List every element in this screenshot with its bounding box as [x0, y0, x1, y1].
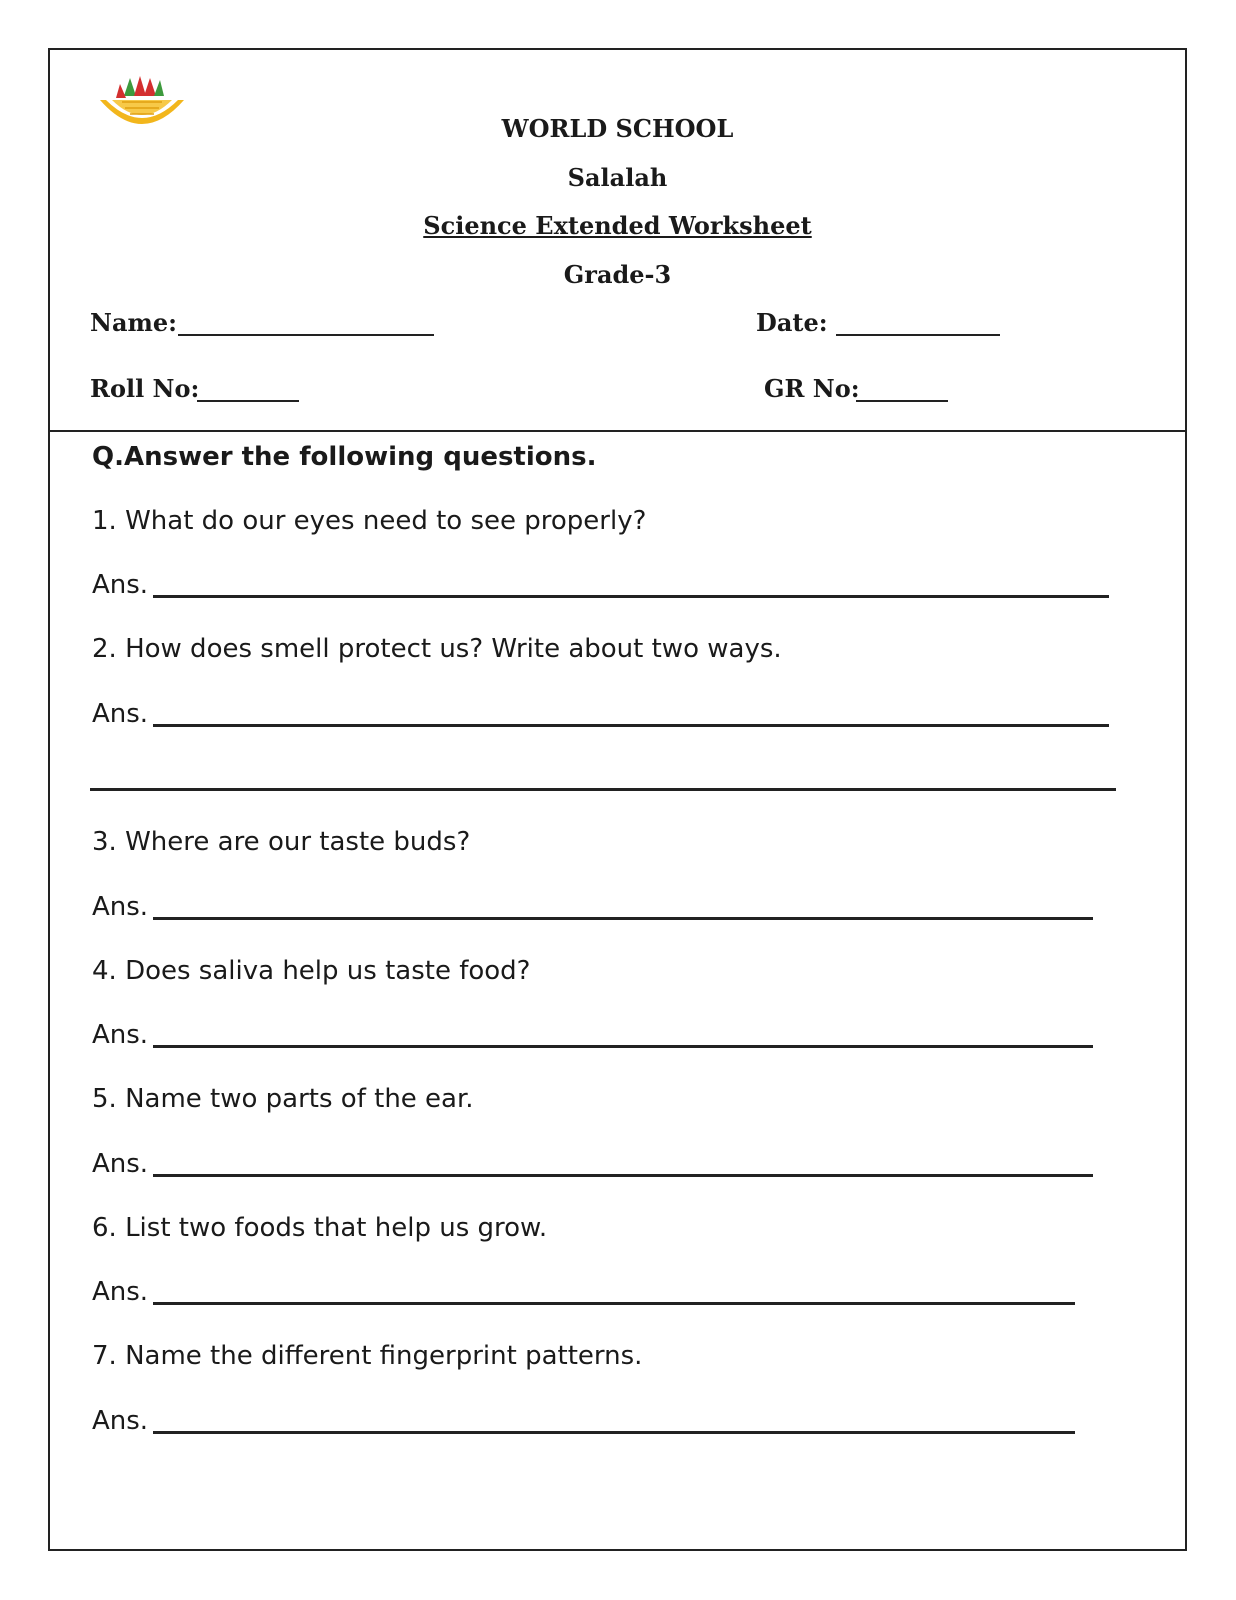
- name-blank[interactable]: [178, 334, 434, 336]
- question-4: 4. Does saliva help us taste food?: [92, 956, 531, 986]
- roll-no-blank[interactable]: [197, 400, 299, 402]
- name-label: Name:: [90, 308, 178, 337]
- question-5: 5. Name two parts of the ear.: [92, 1084, 474, 1114]
- answer-label-7: Ans.: [92, 1406, 149, 1436]
- gr-no-blank[interactable]: [856, 400, 948, 402]
- instruction: Q.Answer the following questions.: [92, 442, 597, 472]
- answer-line-1[interactable]: [153, 595, 1109, 598]
- answer-label-5: Ans.: [92, 1149, 149, 1179]
- answer-label-1: Ans.: [92, 570, 149, 600]
- answer-line-5[interactable]: [153, 1174, 1093, 1177]
- answer-line-3[interactable]: [153, 917, 1093, 920]
- question-6: 6. List two foods that help us grow.: [92, 1213, 548, 1243]
- answer-line-4[interactable]: [153, 1045, 1093, 1048]
- grade-label: Grade-3: [563, 260, 672, 289]
- answer-line-2a[interactable]: [153, 724, 1109, 727]
- gr-no-label: GR No:: [764, 374, 860, 403]
- question-2: 2. How does smell protect us? Write about two ways.: [92, 634, 782, 664]
- answer-line-6[interactable]: [153, 1302, 1075, 1305]
- answer-label-2: Ans.: [92, 699, 149, 729]
- roll-no-label: Roll No:: [90, 374, 200, 403]
- answer-label-4: Ans.: [92, 1020, 149, 1050]
- question-7: 7. Name the different fingerprint patterns.: [92, 1341, 643, 1371]
- answer-line-2b[interactable]: [90, 788, 1116, 791]
- school-city: Salalah: [567, 163, 668, 192]
- school-name: WORLD SCHOOL: [501, 114, 734, 143]
- header-divider: [50, 430, 1185, 432]
- answer-label-6: Ans.: [92, 1277, 149, 1307]
- answer-label-3: Ans.: [92, 892, 149, 922]
- answer-line-7[interactable]: [153, 1431, 1075, 1434]
- date-blank[interactable]: [836, 334, 1000, 336]
- question-1: 1. What do our eyes need to see properly?: [92, 506, 647, 536]
- date-label: Date:: [756, 308, 828, 337]
- worksheet-page: [48, 48, 1187, 1551]
- worksheet-title: Science Extended Worksheet: [423, 211, 812, 240]
- question-3: 3. Where are our taste buds?: [92, 827, 471, 857]
